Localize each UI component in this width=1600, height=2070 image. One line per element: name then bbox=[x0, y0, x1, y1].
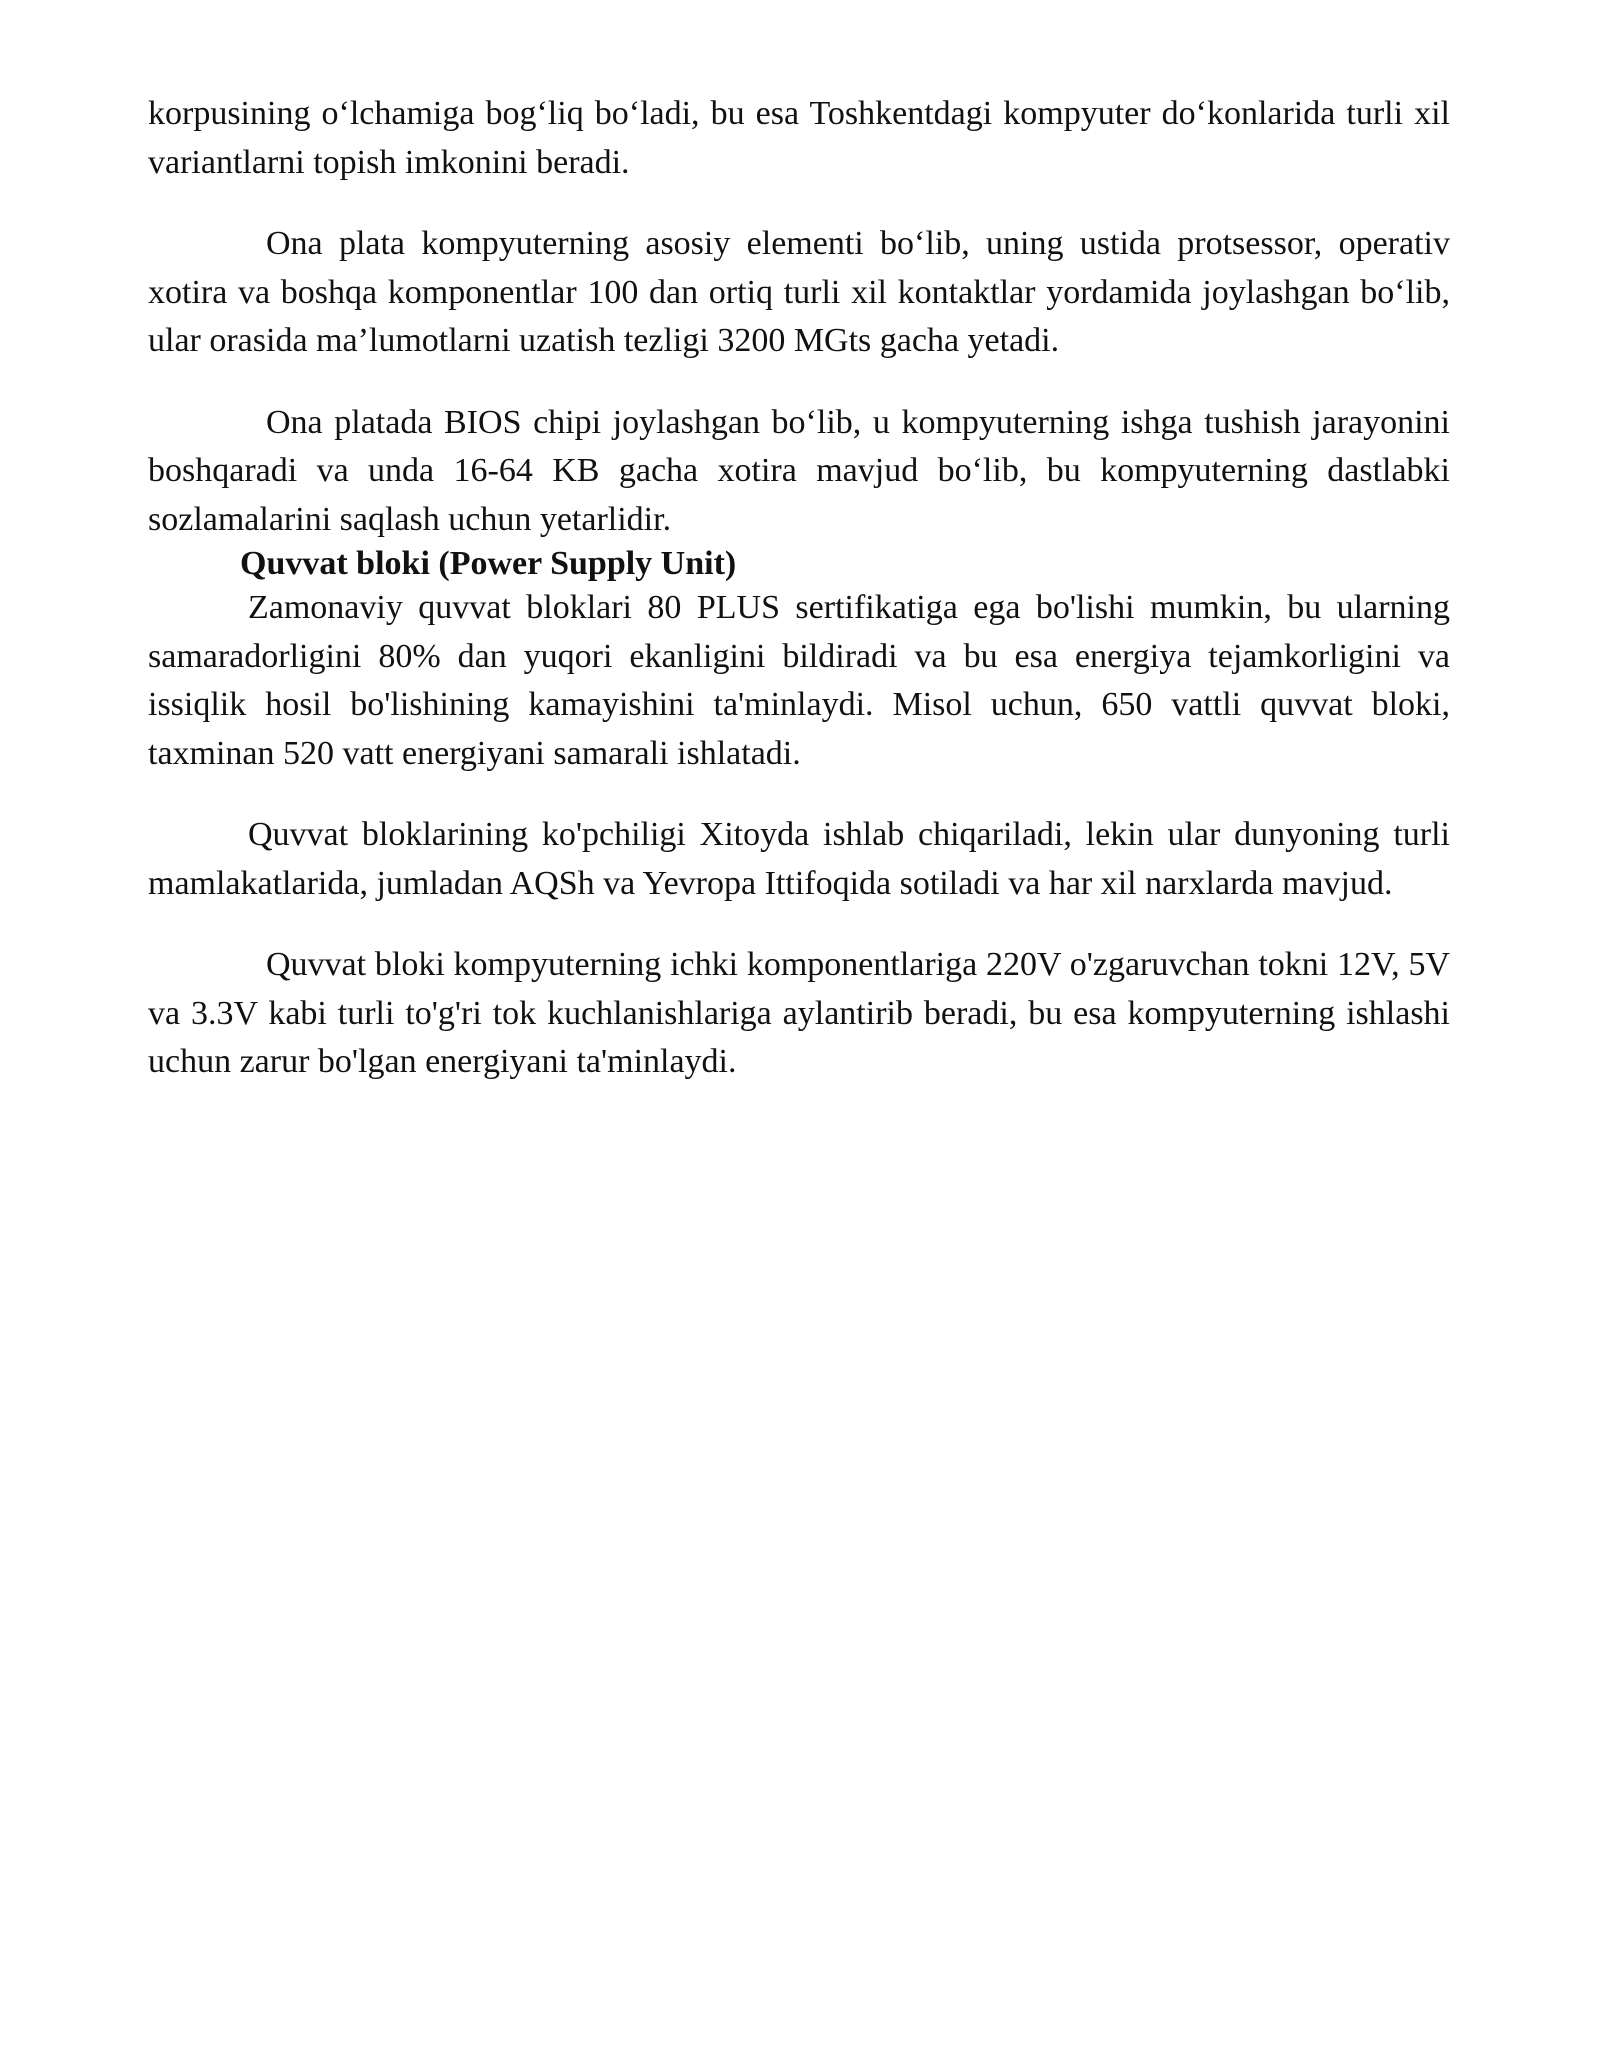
document-page bbox=[148, 90, 1450, 1087]
paragraph-manufacturing: Quvvat bloklarining ko'pchiligi Xitoyda ishlab chiqariladi, lekin ular dunyoning turli mamlakatlarida, jumladan AQSh va Yevropa Ittifoqida sotiladi va har xil narxlarda mavjud. bbox=[148, 816, 1450, 902]
paragraph-bios: Ona platada BIOS chipi joylashgan bo‘lib, u kompyuterning ishga tushish jarayonini boshqaradi va unda 16-64 KB gacha xotira mavjud bo‘lib, bu kompyuterning dastlabki sozlamalarini saqlash uchun yetarlidir. bbox=[148, 403, 1450, 538]
paragraph-continuation: korpusining o‘lchamiga bog‘liq bo‘ladi, bu esa Toshkentdagi kompyuter do‘konlarida turli xil variantlarni topish imkonini beradi. bbox=[148, 95, 1450, 181]
paragraph-motherboard: Ona plata kompyuterning asosiy elementi bo‘lib, uning ustida protsessor, operativ xotira va boshqa komponentlar 100 dan ortiq turli xil kontaktlar yordamida joylashgan bo‘lib, ular orasida ma’lumotlarni uzatish tezligi 3200 MGts gacha yetadi. bbox=[148, 225, 1450, 359]
section-heading-power-supply: Quvvat bloki (Power Supply Unit) bbox=[240, 545, 737, 582]
paragraph-80plus: Zamonaviy quvvat bloklari 80 PLUS sertifikatiga ega bo'lishi mumkin, bu ularning samaradorligini 80% dan yuqori ekanligini bildiradi va bu esa energiya tejamkorligini va issiqlik hosil bo'lishining kamayishini ta'minlaydi. Misol uchun, 650 vattli quvvat bloki, taxminan 520 vatt energiyani samarali ishlatadi. bbox=[148, 589, 1450, 772]
paragraph-voltage-conversion: Quvvat bloki kompyuterning ichki komponentlariga 220V o'zgaruvchan tokni 12V, 5V va 3.3V kabi turli to'g'ri tok kuchlanishlariga aylantirib beradi, bu esa kompyuterning ishlashi uchun zarur bo'lgan energiyani ta'minlaydi. bbox=[148, 946, 1450, 1080]
